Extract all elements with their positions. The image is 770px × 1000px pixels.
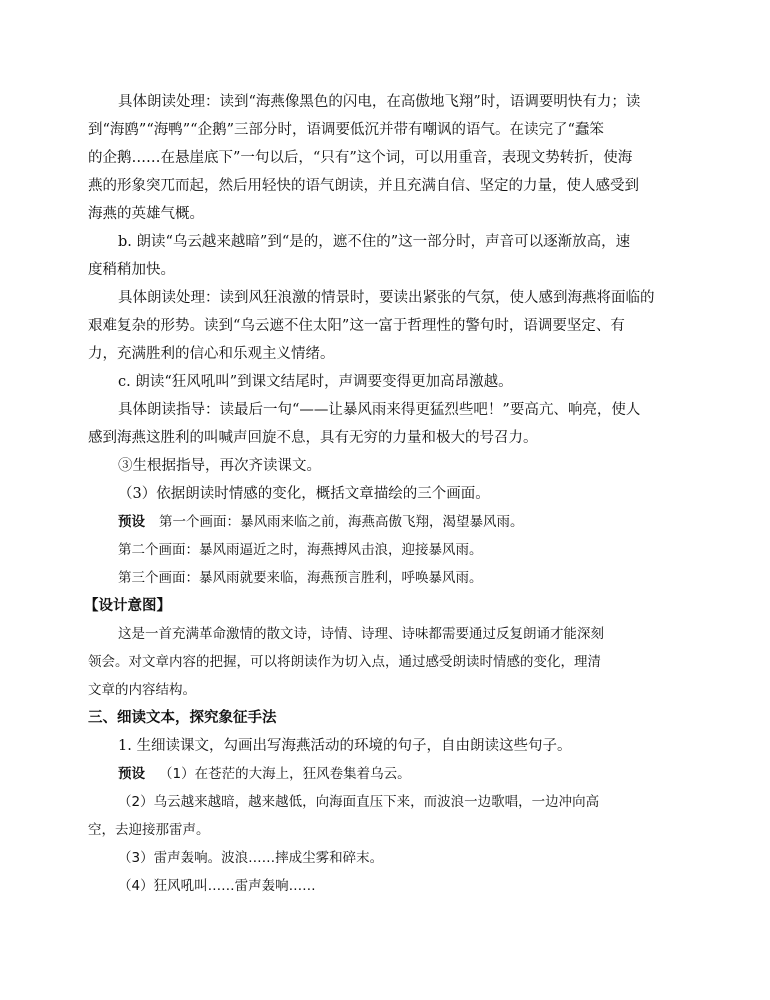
preset-text: （2）乌云越来越暗，越来越低，向海面直压下来，而波浪一边歌唱，一边冲向高: [118, 794, 600, 810]
design-heading: 【设计意图】: [84, 597, 171, 614]
preset-line: [118, 512, 524, 532]
design-text: 这是一首充满革命激情的散文诗，诗情、诗理、诗味都需要通过反复朗诵才能深刻: [118, 626, 604, 642]
scene-text: 第二个画面：暴风雨逼近之时，海燕搏风击浪，迎接暴风雨。: [118, 542, 483, 558]
text-line: b. 朗读“乌云越来越暗”到“是的，遮不住的”这一部分时，声音可以逐渐放高，速: [118, 234, 631, 250]
text-line: 艰难复杂的形势。读到“乌云遮不住太阳”这一富于哲理性的警句时，语调要坚定、有: [88, 318, 625, 334]
preset-line: [118, 764, 411, 784]
text-line: 度稍稍加快。: [88, 262, 175, 278]
scene-text: 第三个画面：暴风雨就要来临，海燕预言胜利，呼唤暴风雨。: [118, 570, 483, 586]
preset-text: 空，去迎接那雷声。: [88, 822, 210, 838]
text-line: c. 朗读“狂风吼叫”到课文结尾时，声调要变得更加高昂激越。: [118, 374, 513, 390]
text-line: 具体朗读处理：读到风狂浪激的情景时，要读出紧张的气氛，使人感到海燕将面临的: [118, 290, 655, 306]
preset-label: 预设: [118, 766, 145, 782]
text-line: 燕的形象突兀而起，然后用轻快的语气朗读，并且充满自信、坚定的力量，使人感受到: [88, 178, 639, 194]
text-line: 具体朗读处理：读到“海燕像黑色的闪电，在高傲地飞翔”时，语调要明快有力；读: [118, 94, 641, 110]
text-line: 感到海燕这胜利的叫喊声回旋不息，具有无穷的力量和极大的号召力。: [88, 430, 538, 446]
preset-text: （3）雷声轰响。波浪……摔成尘雾和碎末。: [118, 850, 384, 866]
preset-text: （4）狂风吼叫……雷声轰响……: [118, 878, 316, 894]
section-heading: 三、细读文本，探究象征手法: [88, 709, 277, 726]
text-line: 1. 生细读课文，勾画出写海燕活动的环境的句子，自由朗读这些句子。: [118, 738, 572, 754]
preset-text: （1）在苍茫的大海上，狂风卷集着乌云。: [159, 766, 411, 782]
text-line: 力，充满胜利的信心和乐观主义情绪。: [88, 346, 335, 362]
scene-text: 第一个画面：暴风雨来临之前，海燕高傲飞翔，渴望暴风雨。: [159, 514, 524, 530]
text-line: ③生根据指导，再次齐读课文。: [118, 458, 321, 474]
design-text: 领会。对文章内容的把握，可以将朗读作为切入点，通过感受朗读时情感的变化，理清: [88, 654, 601, 670]
text-line: 海燕的英雄气概。: [88, 206, 204, 222]
text-line: 到“海鸥”“海鸭”“企鹅”三部分时，语调要低沉并带有嘲讽的语气。在读完了“蠢笨: [88, 122, 604, 138]
preset-label: 预设: [118, 514, 145, 530]
text-line: （3）依据朗读时情感的变化，概括文章描绘的三个画面。: [118, 486, 490, 502]
text-line: 的企鹅……在悬崖底下”一句以后，“只有”这个词，可以用重音，表现文势转折，使海: [88, 150, 633, 166]
text-line: 具体朗读指导：读最后一句“——让暴风雨来得更猛烈些吧！”要高亢、响亮，使人: [118, 402, 641, 418]
design-text: 文章的内容结构。: [88, 682, 196, 698]
